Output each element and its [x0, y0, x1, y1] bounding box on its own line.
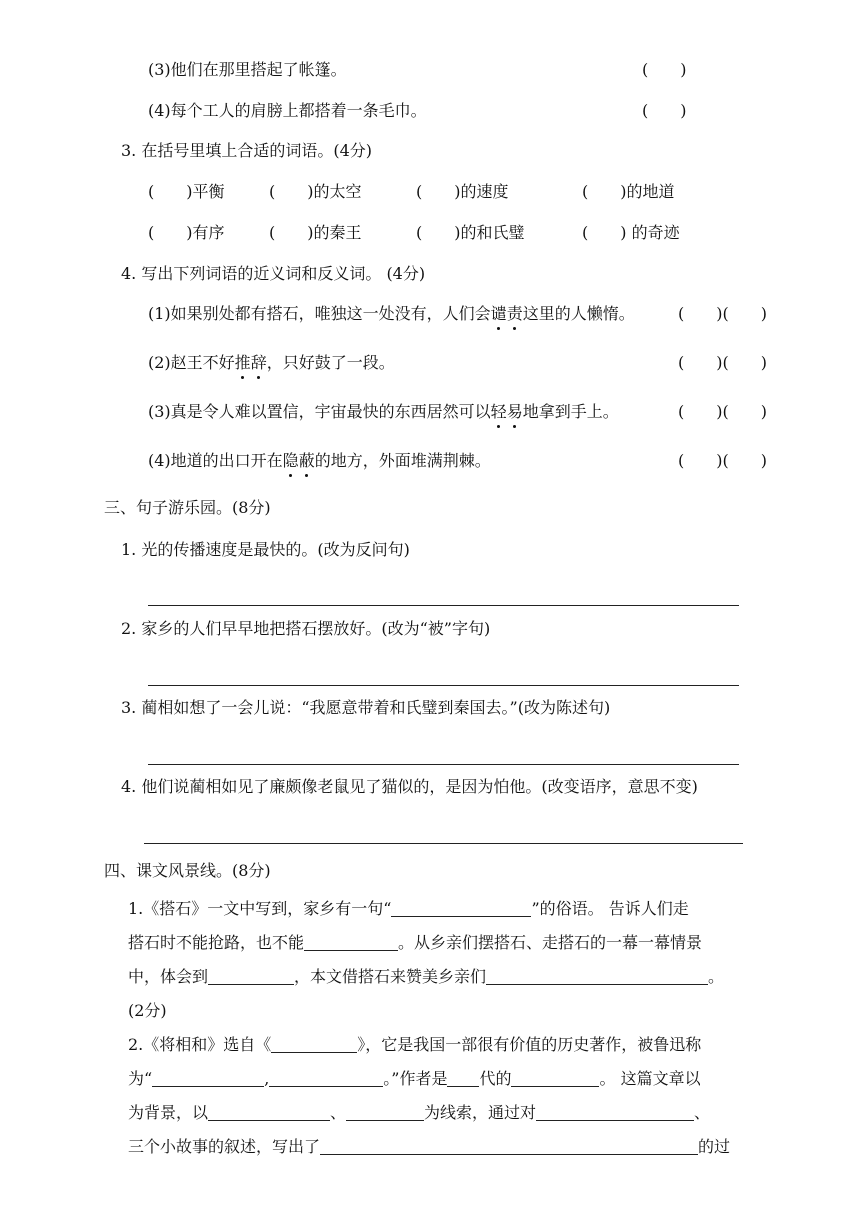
- q3-row2-blank-3[interactable]: ( )的和氏璧: [416, 223, 525, 242]
- s3-item-3: 3. 蔺相如想了一会儿说：“我愿意带着和氏璧到秦国去。”(改为陈述句): [121, 698, 611, 717]
- q3-title: 3. 在括号里填上合适的词语。(4分): [121, 141, 373, 160]
- q2-item-3: (3)他们在那里搭起了帐篷。: [148, 60, 347, 79]
- q3-row2-word-3: 的和氏璧: [460, 223, 525, 242]
- q3-row1-word-1: 平衡: [192, 182, 225, 201]
- blank[interactable]: [208, 966, 294, 985]
- q4-item-1-answer-parens[interactable]: ( )( ): [678, 304, 767, 323]
- q3-row2-blank-2[interactable]: ( )的秦王: [269, 223, 362, 242]
- section3-title: 三、句子游乐园。(8分): [104, 498, 271, 517]
- section4-title: 四、课文风景线。(8分): [104, 861, 271, 880]
- blank[interactable]: [346, 1102, 424, 1121]
- emphasis-char: 易: [506, 402, 523, 421]
- emphasis-char: 谴: [490, 304, 507, 323]
- s3-item-2: 2. 家乡的人们早早地把搭石摆放好。(改为“被”字句): [121, 619, 491, 638]
- q4-item-3: (3)真是令人难以置信，宇宙最快的东西居然可以轻易地拿到手上。: [148, 402, 619, 421]
- s4-p2-line-1: 2.《将相和》选自《 》，它是我国一部很有价值的历史著作，被鲁迅称: [128, 1035, 702, 1054]
- s3-answer-line-4[interactable]: [144, 843, 743, 844]
- s3-answer-line-2[interactable]: [148, 685, 739, 686]
- blank[interactable]: [152, 1068, 264, 1087]
- emphasis-char: 轻: [490, 402, 507, 421]
- s4-p1-line-4: (2分): [128, 1001, 167, 1020]
- s4-p1-line-1: 1.《搭石》一文中写到，家乡有一句“ ”的俗语。 告诉人们走: [128, 899, 689, 918]
- q3-row1-blank-1[interactable]: ( )平衡: [148, 182, 225, 201]
- emphasis-char: 辞: [250, 353, 267, 372]
- q3-row1-word-4: 的地道: [626, 182, 675, 201]
- q2-item-4: (4)每个工人的肩膀上都搭着一条毛巾。: [148, 101, 427, 120]
- s3-answer-line-3[interactable]: [148, 764, 739, 765]
- q2-item-4-answer-paren[interactable]: ( ): [642, 101, 687, 120]
- q3-row1-blank-3[interactable]: ( )的速度: [416, 182, 509, 201]
- s4-p1-line-2: 搭石时不能抢路，也不能 。从乡亲们摆搭石、走搭石的一幕一幕情景: [128, 933, 703, 952]
- s3-item-4: 4. 他们说蔺相如见了廉颇像老鼠见了猫似的，是因为怕他。(改变语序，意思不变): [121, 777, 698, 796]
- blank[interactable]: [208, 1102, 330, 1121]
- blank[interactable]: [269, 1068, 383, 1087]
- s3-answer-line-1[interactable]: [148, 605, 739, 606]
- s4-p2-line-3: 为背景，以 、 为线索，通过对 、: [128, 1103, 711, 1122]
- blank[interactable]: [447, 1068, 479, 1087]
- q3-row2-blank-1[interactable]: ( )有序: [148, 223, 225, 242]
- q3-row1-blank-4[interactable]: ( )的地道: [582, 182, 675, 201]
- blank[interactable]: [271, 1034, 357, 1053]
- blank[interactable]: [486, 966, 708, 985]
- blank[interactable]: [391, 898, 531, 917]
- emphasis-char: 蔽: [298, 451, 315, 470]
- blank[interactable]: [511, 1068, 599, 1087]
- emphasis-char: 责: [506, 304, 523, 323]
- q3-row2-word-2: 的秦王: [313, 223, 362, 242]
- s3-item-1: 1. 光的传播速度是最快的。(改为反问句): [121, 540, 410, 559]
- s4-p2-line-4: 三个小故事的叙述，写出了 的过: [128, 1137, 731, 1156]
- emphasis-char: 推: [234, 353, 251, 372]
- q4-item-4-answer-parens[interactable]: ( )( ): [678, 451, 767, 470]
- q3-row1-word-3: 的速度: [460, 182, 509, 201]
- q3-row2-blank-4[interactable]: ( ) 的奇迹: [582, 223, 680, 242]
- s4-p2-line-2: 为“ , 。”作者是 代的 。 这篇文章以: [128, 1069, 701, 1088]
- q4-item-2-answer-parens[interactable]: ( )( ): [678, 353, 767, 372]
- blank[interactable]: [536, 1102, 694, 1121]
- q4-title: 4. 写出下列词语的近义词和反义词。 (4分): [121, 264, 426, 283]
- blank[interactable]: [320, 1136, 698, 1155]
- q4-item-2: (2)赵王不好推辞，只好鼓了一段。: [148, 353, 395, 372]
- q3-row1-word-2: 的太空: [313, 182, 362, 201]
- q3-row2-word-1: 有序: [192, 223, 225, 242]
- q3-row1-blank-2[interactable]: ( )的太空: [269, 182, 362, 201]
- blank[interactable]: [304, 932, 398, 951]
- q2-item-3-answer-paren[interactable]: ( ): [642, 60, 687, 79]
- q4-item-1: (1)如果别处都有搭石，唯独这一处没有，人们会谴责这里的人懒惰。: [148, 304, 635, 323]
- q4-item-4: (4)地道的出口开在隐蔽的地方，外面堆满荆棘。: [148, 451, 491, 470]
- emphasis-char: 隐: [282, 451, 299, 470]
- q3-row2-word-4: 的奇迹: [626, 223, 680, 242]
- q4-item-3-answer-parens[interactable]: ( )( ): [678, 402, 767, 421]
- s4-p1-line-3: 中，体会到 ，本文借搭石来赞美乡亲们 。: [128, 967, 725, 986]
